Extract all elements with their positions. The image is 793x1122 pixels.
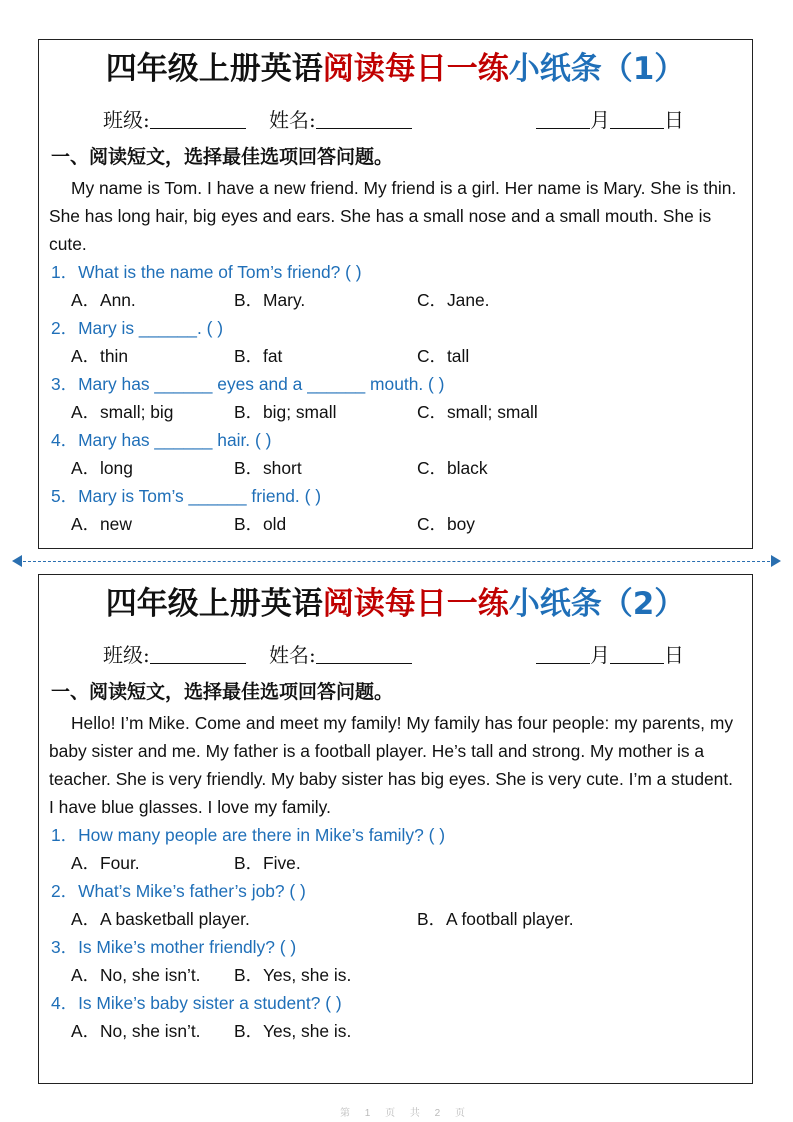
option-a[interactable]: A．A basketball player. [71,909,250,929]
option-b[interactable]: B．Yes, she is. [234,1021,352,1041]
question-2: 2．What’s Mike’s father’s job? ( ) [51,881,306,901]
question-1: 1．How many people are there in Mike’s family? ( ) [51,825,446,845]
option-a[interactable]: A．Four. [71,853,140,873]
page-footer: 第 1 页 共 2 页 [340,1108,472,1119]
reading-passage: My name is Tom. I have a new friend. My friend is a girl. Her name is Mary. She is thin. She has long hair, big eyes and ears. She has a small nose and a small mouth. She is cute. [49,178,737,254]
class-blank[interactable] [150,108,246,129]
worksheet-card-2 [38,574,753,1084]
option-b[interactable]: B．Mary. [234,290,306,310]
day-blank[interactable] [610,643,664,664]
title-part-daily: 阅读每日一练 [322,51,509,87]
option-c[interactable]: C．tall [417,346,470,366]
title-part-slip: 小纸条（2） [508,586,686,622]
option-a[interactable]: A．No, she isn’t. [71,1021,201,1041]
title-part-grade: 四年级上册英语 [105,51,323,87]
option-b[interactable]: B．old [234,514,287,534]
class-field: 班级: [103,639,246,669]
option-a[interactable]: A．long [71,458,133,478]
reading-passage: Hello! I’m Mike. Come and meet my family! My family has four people: my parents, my baby sister and me. My father is a football player. He’s tall and strong. My mother is a teacher. She is very friendly. My baby sister has big eyes. She is very cute. I’m a student. I have blue glasses. I love my family. [49,713,734,817]
option-b[interactable]: B．Five. [234,853,301,873]
title-part-daily: 阅读每日一练 [322,586,509,622]
section-heading: 一、阅读短文，选择最佳选项回答问题。 [51,681,394,703]
card-title [39,48,752,90]
option-b[interactable]: B．fat [234,346,283,366]
name-field: 姓名: [269,639,412,669]
question-4: 4．Is Mike’s baby sister a student? ( ) [51,993,342,1013]
month-blank[interactable] [536,643,590,664]
title-part-slip: 小纸条（1） [508,51,686,87]
date-field: 月 日 [536,104,684,134]
question-3: 3．Is Mike’s mother friendly? ( ) [51,937,297,957]
name-field: 姓名: [269,104,412,134]
section-heading: 一、阅读短文，选择最佳选项回答问题。 [51,146,394,168]
option-b[interactable]: B．short [234,458,302,478]
option-a[interactable]: A．Ann. [71,290,136,310]
title-part-grade: 四年级上册英语 [105,586,323,622]
question-4: 4．Mary has ______ hair. ( ) [51,430,272,450]
option-c[interactable]: C．black [417,458,488,478]
question-1: 1．What is the name of Tom’s friend? ( ) [51,262,362,282]
date-field: 月 日 [536,639,684,669]
question-5: 5．Mary is Tom’s ______ friend. ( ) [51,486,321,506]
cut-line-divider [18,561,775,562]
option-c[interactable]: C．small; small [417,402,538,422]
day-blank[interactable] [610,108,664,129]
option-a[interactable]: A．new [71,514,132,534]
option-c[interactable]: C．boy [417,514,475,534]
option-a[interactable]: A．small; big [71,402,174,422]
option-b[interactable]: B．A football player. [417,909,574,929]
card-title [39,583,752,625]
month-blank[interactable] [536,108,590,129]
class-field: 班级: [103,104,246,134]
divider-right-arrow-icon [771,555,781,567]
option-c[interactable]: C．Jane. [417,290,490,310]
worksheet-card-1 [38,39,753,549]
option-a[interactable]: A．thin [71,346,129,366]
question-2: 2．Mary is ______. ( ) [51,318,224,338]
option-a[interactable]: A．No, she isn’t. [71,965,201,985]
question-3: 3．Mary has ______ eyes and a ______ mouth. ( ) [51,374,445,394]
name-blank[interactable] [316,643,412,664]
option-b[interactable]: B．Yes, she is. [234,965,352,985]
class-blank[interactable] [150,643,246,664]
option-b[interactable]: B．big; small [234,402,337,422]
name-blank[interactable] [316,108,412,129]
